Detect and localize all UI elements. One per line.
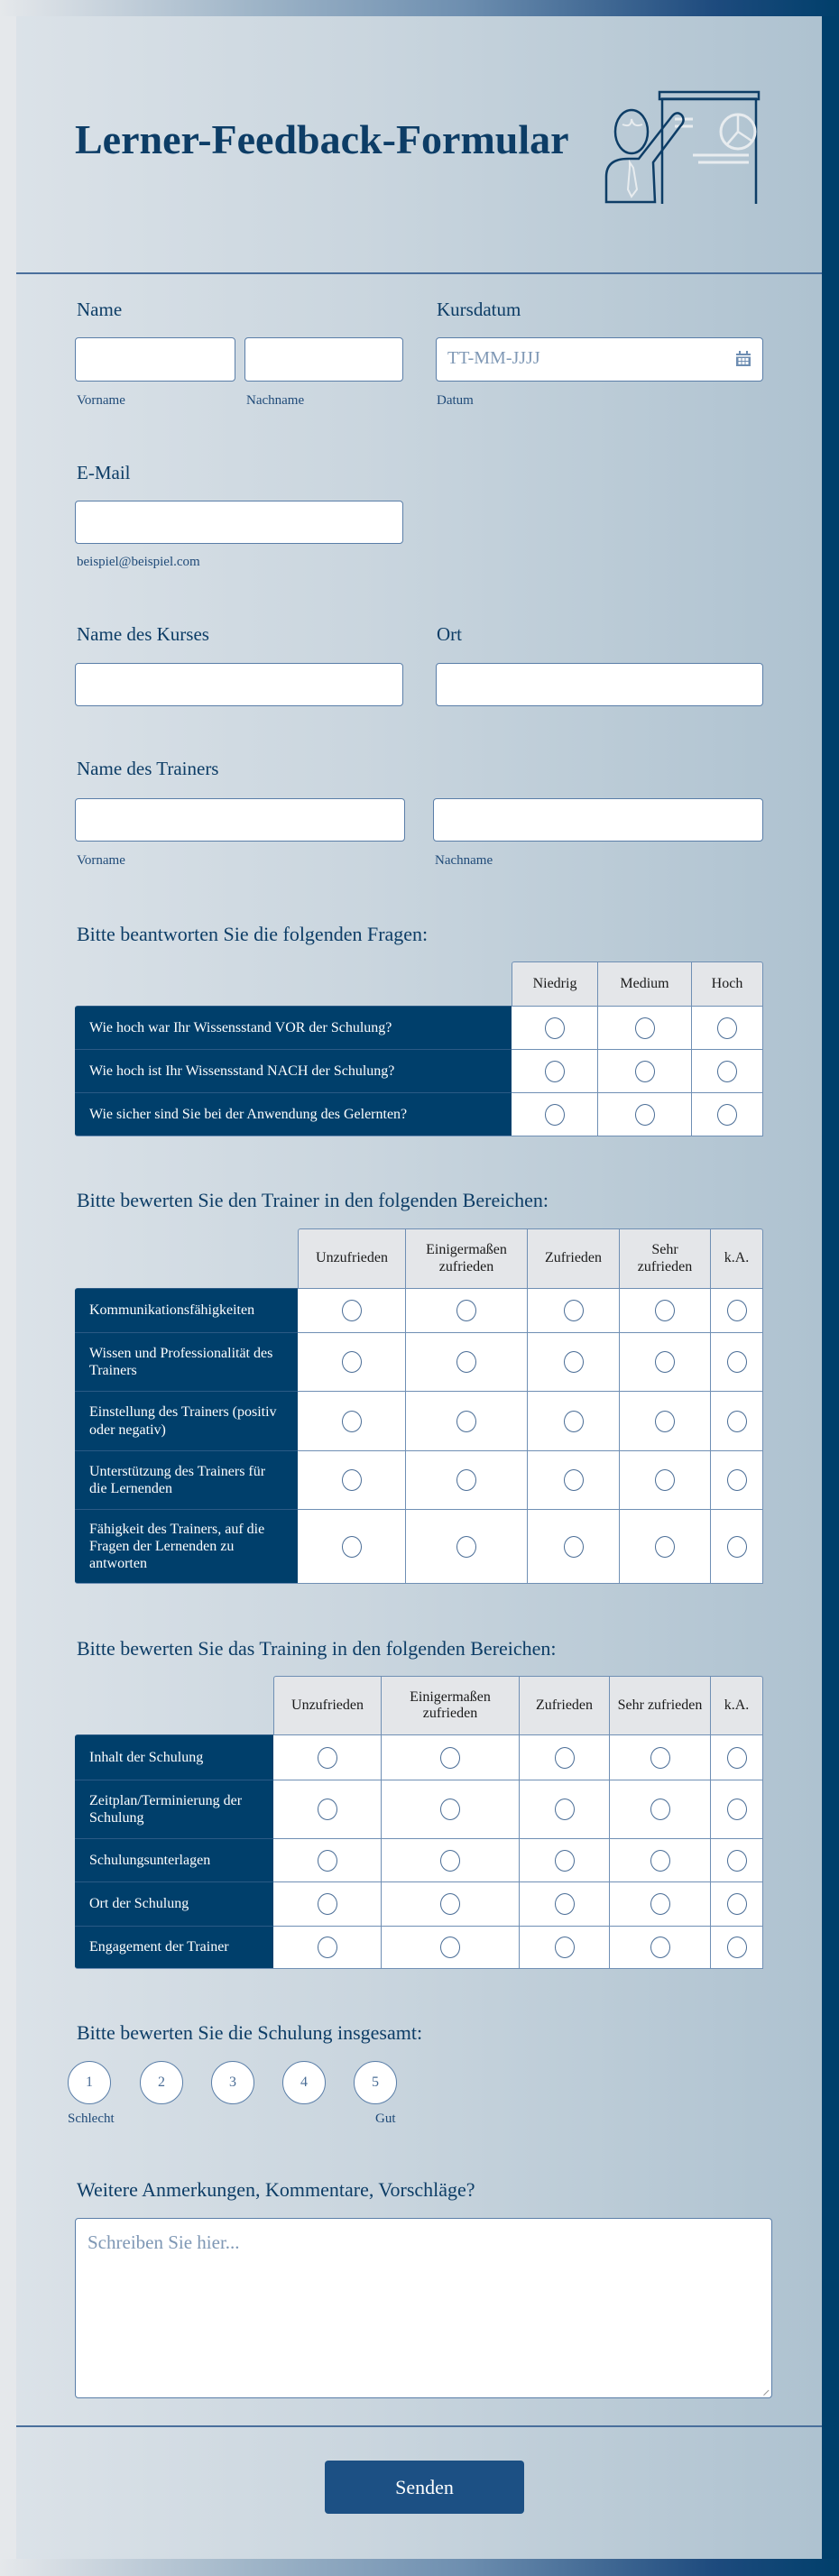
radio-button[interactable] xyxy=(650,1799,670,1820)
radio-cell xyxy=(382,1734,520,1780)
radio-cell xyxy=(711,1509,763,1584)
radio-cell xyxy=(273,1734,382,1780)
row-label: Zeitplan/Terminierung der Schulung xyxy=(75,1780,273,1838)
radio-button[interactable] xyxy=(717,1017,737,1039)
radio-cell xyxy=(512,1049,598,1092)
radio-cell xyxy=(406,1450,528,1509)
radio-button[interactable] xyxy=(655,1411,675,1432)
radio-button[interactable] xyxy=(564,1469,584,1491)
rating-option-2[interactable]: 2 xyxy=(140,2061,183,2104)
training-rating-matrix xyxy=(75,1676,763,1969)
course-name-label: Name des Kurses xyxy=(77,623,209,645)
last-name-input[interactable] xyxy=(244,337,403,382)
row-label: Inhalt der Schulung xyxy=(75,1734,273,1780)
radio-button[interactable] xyxy=(440,1893,460,1915)
radio-button[interactable] xyxy=(342,1351,362,1373)
radio-button[interactable] xyxy=(727,1411,747,1432)
radio-button[interactable] xyxy=(650,1937,670,1958)
radio-button[interactable] xyxy=(456,1300,476,1321)
radio-cell xyxy=(598,1006,692,1049)
top-gradient-bar xyxy=(0,0,839,16)
radio-cell xyxy=(598,1049,692,1092)
trainer-rating-heading: Bitte bewerten Sie den Trainer in den folgenden Bereichen: xyxy=(77,1189,549,1211)
rating-low-label: Schlecht xyxy=(68,2111,115,2126)
radio-button[interactable] xyxy=(555,1893,575,1915)
matrix-corner xyxy=(75,961,512,1006)
radio-cell xyxy=(298,1391,406,1450)
column-header: k.A. xyxy=(711,1676,763,1734)
radio-cell xyxy=(598,1092,692,1136)
radio-button[interactable] xyxy=(635,1104,655,1126)
submit-button[interactable]: Senden xyxy=(325,2461,524,2514)
radio-button[interactable] xyxy=(318,1937,337,1958)
row-label: Ort der Schulung xyxy=(75,1881,273,1926)
radio-button[interactable] xyxy=(564,1411,584,1432)
radio-cell xyxy=(528,1509,620,1584)
radio-button[interactable] xyxy=(635,1017,655,1039)
radio-cell xyxy=(610,1780,711,1838)
radio-cell xyxy=(711,1391,763,1450)
trainer-rating-matrix xyxy=(75,1228,763,1584)
radio-button[interactable] xyxy=(727,1850,747,1872)
calendar-icon[interactable] xyxy=(735,351,751,367)
radio-cell xyxy=(298,1288,406,1332)
radio-button[interactable] xyxy=(650,1850,670,1872)
radio-button[interactable] xyxy=(456,1351,476,1373)
radio-cell xyxy=(273,1881,382,1926)
radio-button[interactable] xyxy=(456,1536,476,1558)
trainer-name-label: Name des Trainers xyxy=(77,758,219,779)
radio-button[interactable] xyxy=(727,1893,747,1915)
radio-button[interactable] xyxy=(635,1061,655,1082)
column-header: Medium xyxy=(598,961,692,1006)
matrix-corner xyxy=(75,1228,298,1288)
radio-button[interactable] xyxy=(456,1411,476,1432)
column-header: Einigermaßen zufrieden xyxy=(382,1676,520,1734)
radio-button[interactable] xyxy=(727,1747,747,1769)
radio-cell xyxy=(520,1838,610,1881)
radio-button[interactable] xyxy=(342,1536,362,1558)
radio-cell xyxy=(620,1450,711,1509)
radio-cell xyxy=(711,1838,763,1881)
comments-label: Weitere Anmerkungen, Kommentare, Vorschläge? xyxy=(77,2178,475,2201)
column-header: Sehr zufrieden xyxy=(620,1228,711,1288)
radio-cell xyxy=(512,1006,598,1049)
radio-cell xyxy=(620,1509,711,1584)
radio-cell xyxy=(298,1509,406,1584)
radio-cell xyxy=(406,1332,528,1391)
radio-button[interactable] xyxy=(555,1937,575,1958)
radio-button[interactable] xyxy=(456,1469,476,1491)
radio-cell xyxy=(273,1780,382,1838)
radio-button[interactable] xyxy=(318,1893,337,1915)
radio-button[interactable] xyxy=(727,1536,747,1558)
trainer-first-name-input[interactable] xyxy=(75,798,405,842)
last-name-sublabel: Nachname xyxy=(246,393,305,408)
presenter-icon xyxy=(604,90,763,204)
trainer-last-name-sublabel: Nachname xyxy=(435,853,493,868)
radio-cell xyxy=(711,1780,763,1838)
comments-placeholder: Schreiben Sie hier... xyxy=(88,2231,240,2253)
radio-button[interactable] xyxy=(655,1536,675,1558)
radio-button[interactable] xyxy=(655,1300,675,1321)
column-header: k.A. xyxy=(711,1228,763,1288)
radio-cell xyxy=(692,1092,763,1136)
trainer-last-name-input[interactable] xyxy=(433,798,763,842)
radio-button[interactable] xyxy=(564,1351,584,1373)
radio-cell xyxy=(520,1780,610,1838)
right-accent-bar xyxy=(822,16,839,2559)
radio-button[interactable] xyxy=(545,1104,565,1126)
first-name-input[interactable] xyxy=(75,337,235,382)
name-label: Name xyxy=(77,299,123,320)
date-sublabel: Datum xyxy=(437,393,474,408)
radio-cell xyxy=(298,1332,406,1391)
radio-cell xyxy=(711,1288,763,1332)
radio-button[interactable] xyxy=(727,1351,747,1373)
email-label: E-Mail xyxy=(77,462,131,483)
resize-handle-icon[interactable] xyxy=(758,2385,769,2396)
radio-button[interactable] xyxy=(555,1747,575,1769)
training-rating-heading: Bitte bewerten Sie das Training in den folgenden Bereichen: xyxy=(77,1637,557,1660)
knowledge-questions-heading: Bitte beantworten Sie die folgenden Fragen: xyxy=(77,923,429,945)
radio-cell xyxy=(610,1881,711,1926)
radio-cell xyxy=(520,1881,610,1926)
row-label: Unterstützung des Trainers für die Lernenden xyxy=(75,1450,298,1509)
radio-button[interactable] xyxy=(440,1747,460,1769)
radio-button[interactable] xyxy=(717,1061,737,1082)
course-date-label: Kursdatum xyxy=(437,299,521,320)
radio-cell xyxy=(528,1450,620,1509)
radio-cell xyxy=(610,1926,711,1969)
email-sublabel: beispiel@beispiel.com xyxy=(77,555,200,569)
radio-cell xyxy=(620,1391,711,1450)
radio-button[interactable] xyxy=(342,1300,362,1321)
radio-button[interactable] xyxy=(655,1469,675,1491)
radio-button[interactable] xyxy=(342,1411,362,1432)
course-date-input[interactable] xyxy=(436,337,763,382)
row-label: Wie hoch ist Ihr Wissensstand NACH der Schulung? xyxy=(75,1049,512,1092)
column-header: Unzufrieden xyxy=(273,1676,382,1734)
radio-button[interactable] xyxy=(318,1747,337,1769)
overall-rating-heading: Bitte bewerten Sie die Schulung insgesamt: xyxy=(77,2021,423,2044)
course-name-input[interactable] xyxy=(75,663,403,706)
radio-button[interactable] xyxy=(727,1937,747,1958)
radio-button[interactable] xyxy=(727,1469,747,1491)
radio-cell xyxy=(382,1881,520,1926)
column-header: Hoch xyxy=(692,961,763,1006)
radio-button[interactable] xyxy=(564,1300,584,1321)
radio-cell xyxy=(528,1391,620,1450)
trainer-first-name-sublabel: Vorname xyxy=(77,853,125,868)
radio-button[interactable] xyxy=(545,1017,565,1039)
first-name-sublabel: Vorname xyxy=(77,393,125,408)
radio-button[interactable] xyxy=(342,1469,362,1491)
column-header: Zufrieden xyxy=(528,1228,620,1288)
radio-button[interactable] xyxy=(440,1850,460,1872)
rating-option-5[interactable]: 5 xyxy=(354,2061,397,2104)
radio-cell xyxy=(273,1838,382,1881)
radio-cell xyxy=(406,1391,528,1450)
header-divider xyxy=(16,272,822,274)
bottom-gradient-bar xyxy=(0,2559,839,2576)
row-label: Fähigkeit des Trainers, auf die Fragen der Lernenden zu antworten xyxy=(75,1509,298,1584)
radio-cell xyxy=(692,1006,763,1049)
knowledge-matrix xyxy=(75,961,763,1136)
radio-cell xyxy=(512,1092,598,1136)
radio-cell xyxy=(711,1332,763,1391)
radio-cell xyxy=(528,1288,620,1332)
radio-cell xyxy=(382,1780,520,1838)
rating-option-1[interactable]: 1 xyxy=(68,2061,111,2104)
row-label: Kommunikationsfähigkeiten xyxy=(75,1288,298,1332)
radio-button[interactable] xyxy=(717,1104,737,1126)
row-label: Wissen und Professionalität des Trainers xyxy=(75,1332,298,1391)
radio-button[interactable] xyxy=(650,1893,670,1915)
radio-cell xyxy=(406,1288,528,1332)
radio-cell xyxy=(692,1049,763,1092)
rating-option-3[interactable]: 3 xyxy=(211,2061,254,2104)
comments-textarea[interactable] xyxy=(75,2218,772,2398)
radio-button[interactable] xyxy=(555,1850,575,1872)
radio-cell xyxy=(620,1332,711,1391)
radio-cell xyxy=(406,1509,528,1584)
location-label: Ort xyxy=(437,623,462,645)
radio-button[interactable] xyxy=(564,1536,584,1558)
radio-cell xyxy=(610,1734,711,1780)
row-label: Schulungsunterlagen xyxy=(75,1838,273,1881)
radio-cell xyxy=(528,1332,620,1391)
radio-cell xyxy=(711,1734,763,1780)
rating-high-label: Gut xyxy=(375,2111,396,2126)
radio-cell xyxy=(382,1926,520,1969)
radio-button[interactable] xyxy=(727,1799,747,1820)
radio-cell xyxy=(382,1838,520,1881)
column-header: Niedrig xyxy=(512,961,598,1006)
radio-button[interactable] xyxy=(318,1850,337,1872)
location-input[interactable] xyxy=(436,663,763,706)
column-header: Unzufrieden xyxy=(298,1228,406,1288)
date-placeholder: TT-MM-JJJJ xyxy=(447,348,540,368)
radio-button[interactable] xyxy=(727,1300,747,1321)
radio-cell xyxy=(610,1838,711,1881)
radio-button[interactable] xyxy=(440,1799,460,1820)
footer-divider xyxy=(16,2425,822,2427)
radio-button[interactable] xyxy=(555,1799,575,1820)
radio-cell xyxy=(520,1734,610,1780)
column-header: Zufrieden xyxy=(520,1676,610,1734)
radio-button[interactable] xyxy=(440,1937,460,1958)
radio-cell xyxy=(711,1926,763,1969)
radio-button[interactable] xyxy=(650,1747,670,1769)
row-label: Einstellung des Trainers (positiv oder negativ) xyxy=(75,1391,298,1450)
radio-cell xyxy=(711,1450,763,1509)
row-label: Wie hoch war Ihr Wissensstand VOR der Schulung? xyxy=(75,1006,512,1049)
page-title: Lerner-Feedback-Formular xyxy=(75,116,569,162)
column-header: Sehr zufrieden xyxy=(610,1676,711,1734)
email-input[interactable] xyxy=(75,501,403,544)
radio-cell xyxy=(711,1881,763,1926)
row-label: Wie sicher sind Sie bei der Anwendung des Gelernten? xyxy=(75,1092,512,1136)
matrix-corner xyxy=(75,1676,273,1734)
radio-button[interactable] xyxy=(655,1351,675,1373)
radio-cell xyxy=(273,1926,382,1969)
radio-button[interactable] xyxy=(545,1061,565,1082)
radio-button[interactable] xyxy=(318,1799,337,1820)
radio-cell xyxy=(298,1450,406,1509)
radio-cell xyxy=(520,1926,610,1969)
row-label: Engagement der Trainer xyxy=(75,1926,273,1969)
column-header: Einigermaßen zufrieden xyxy=(406,1228,528,1288)
radio-cell xyxy=(620,1288,711,1332)
rating-option-4[interactable]: 4 xyxy=(282,2061,326,2104)
